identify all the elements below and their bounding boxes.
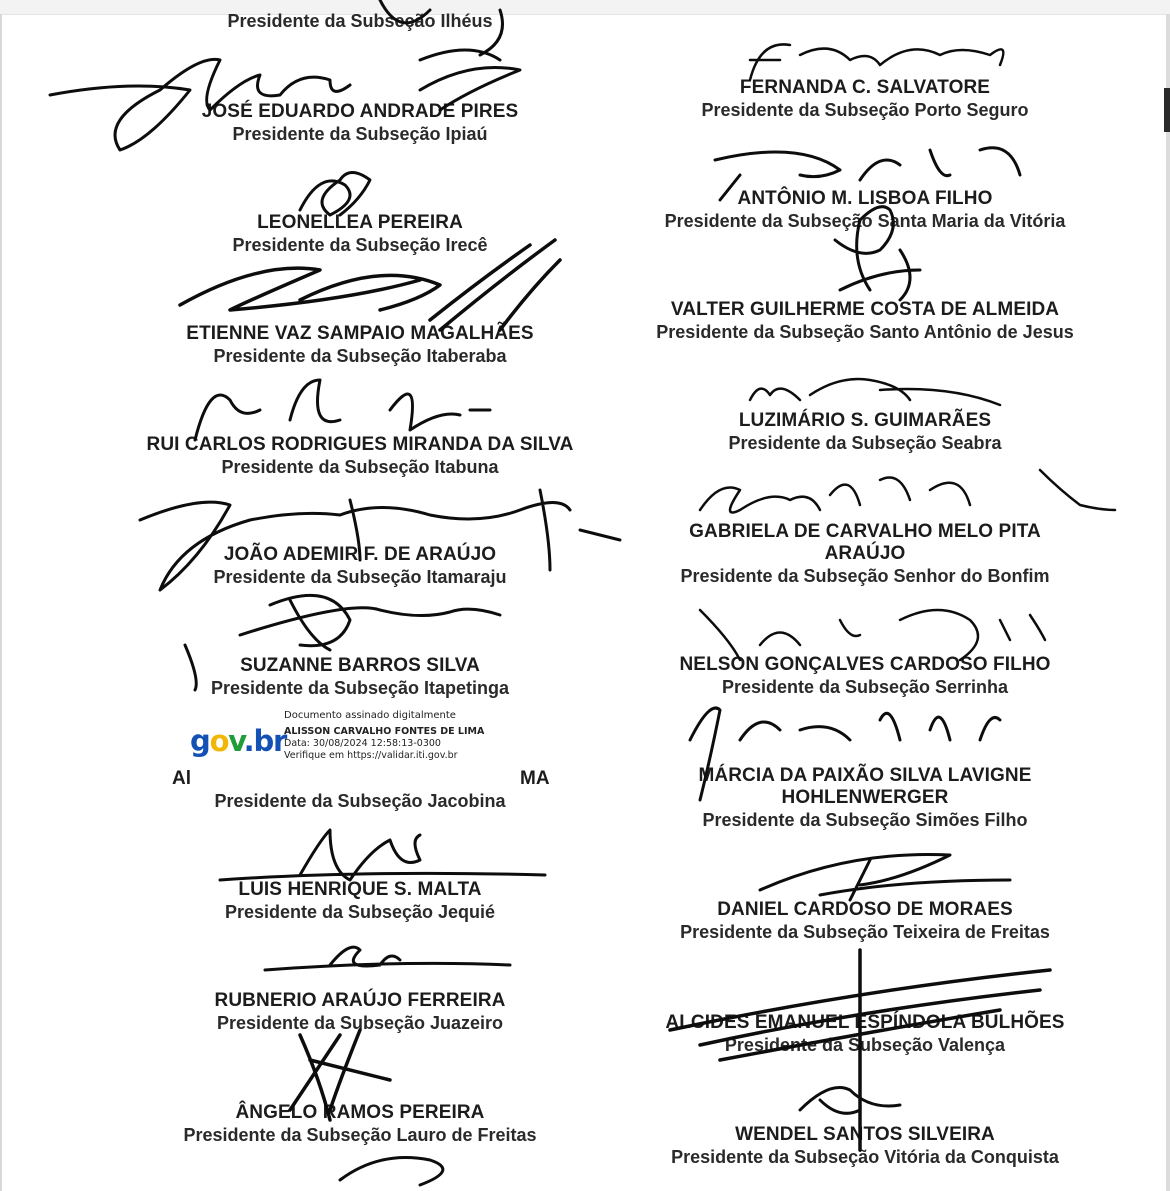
stamp-date: Data: 30/08/2024 12:58:13-0300 bbox=[284, 738, 441, 749]
signatory-name: FERNANDA C. SALVATORE bbox=[739, 77, 991, 98]
stamp-header: Documento assinado digitalmente bbox=[284, 710, 456, 721]
signatory-name: SUZANNE BARROS SILVA bbox=[240, 655, 480, 676]
stamp-verify-link[interactable]: Verifique em https://validar.iti.gov.br bbox=[284, 750, 458, 761]
signatory-name: JOÃO ADEMIR F. DE ARAÚJO bbox=[223, 544, 497, 565]
signatory-ilheus bbox=[80, 10, 640, 32]
signatory-teixeira-de-freitas bbox=[585, 899, 1145, 943]
signatory-role: Presidente da Subseção Itaberaba bbox=[213, 346, 507, 366]
signatory-role: Presidente da Subseção Irecê bbox=[232, 235, 488, 255]
signatory-porto-seguro bbox=[585, 77, 1145, 121]
signatory-role: Presidente da Subseção Seabra bbox=[728, 433, 1002, 453]
signatory-jequie bbox=[80, 879, 640, 923]
signatory-name-line2: HOHLENWERGER bbox=[781, 787, 949, 808]
signatory-name: MÁRCIA DA PAIXÃO SILVA LAVIGNE bbox=[698, 765, 1032, 786]
govbr-signature-stamp bbox=[190, 708, 490, 776]
signatory-name-line2: ARAÚJO bbox=[824, 543, 906, 564]
page-right-edge bbox=[1166, 14, 1170, 1191]
signatory-serrinha bbox=[585, 654, 1145, 698]
stamp-signer: ALISSON CARVALHO FONTES DE LIMA bbox=[284, 726, 485, 737]
signatory-itabuna bbox=[80, 434, 640, 478]
signatory-role: Presidente da Subseção Ipiaú bbox=[232, 124, 488, 144]
signatory-name: ANTÔNIO M. LISBOA FILHO bbox=[737, 188, 993, 209]
signatory-role: Presidente da Subseção Vitória da Conquista bbox=[671, 1147, 1059, 1167]
signatory-role: Presidente da Subseção Porto Seguro bbox=[701, 100, 1029, 120]
signatory-role: Presidente da Subseção Santa Maria da Vitória bbox=[664, 211, 1066, 231]
signatory-simoes-filho bbox=[585, 765, 1145, 831]
signatory-name: ÂNGELO RAMOS PEREIRA bbox=[235, 1102, 485, 1123]
signatory-role: Presidente da Subseção Ilhéus bbox=[227, 11, 493, 31]
signatory-itamaraju bbox=[80, 544, 640, 588]
signatory-santo-antonio bbox=[585, 299, 1145, 343]
signatory-role: Presidente da Subseção Teixeira de Freitas bbox=[680, 922, 1050, 942]
signatory-seabra bbox=[585, 410, 1145, 454]
signatory-itapetinga bbox=[80, 655, 640, 699]
signatory-lauro-de-freitas bbox=[80, 1102, 640, 1146]
signatory-name: RUI CARLOS RODRIGUES MIRANDA DA SILVA bbox=[146, 434, 574, 455]
signatory-role: Presidente da Subseção Itapetinga bbox=[210, 678, 510, 698]
page-left-edge bbox=[0, 14, 2, 1191]
signatory-role: Presidente da Subseção Juazeiro bbox=[216, 1013, 504, 1033]
signatory-ipiau bbox=[80, 101, 640, 145]
stamp-details bbox=[284, 726, 484, 762]
signatory-senhor-do-bonfim bbox=[585, 521, 1145, 587]
jacobina-name-fragment-right: MA bbox=[520, 768, 550, 789]
signatory-santa-maria bbox=[585, 188, 1145, 232]
signatory-valenca bbox=[585, 1012, 1145, 1056]
signatory-name: RUBNERIO ARAÚJO FERREIRA bbox=[214, 990, 506, 1011]
signatory-name: LUIS HENRIQUE S. MALTA bbox=[238, 879, 482, 900]
signatory-role: Presidente da Subseção Jequié bbox=[224, 902, 496, 922]
signatory-vitoria-da-conquista bbox=[585, 1124, 1145, 1168]
signatory-name: DANIEL CARDOSO DE MORAES bbox=[717, 899, 1013, 920]
signatory-role: Presidente da Subseção Senhor do Bonfim bbox=[680, 566, 1050, 586]
signatory-role: Presidente da Subseção Itabuna bbox=[221, 457, 499, 477]
govbr-logo: gov.br bbox=[190, 724, 287, 758]
signatory-role: Presidente da Subseção Serrinha bbox=[721, 677, 1009, 697]
signatory-name: GABRIELA DE CARVALHO MELO PITA bbox=[689, 521, 1041, 542]
signatory-name: WENDEL SANTOS SILVEIRA bbox=[735, 1124, 995, 1145]
signatory-jacobina bbox=[80, 790, 640, 812]
signatory-role: Presidente da Subseção Lauro de Freitas bbox=[183, 1125, 537, 1145]
signatory-name: LUZIMÁRIO S. GUIMARÃES bbox=[738, 410, 992, 431]
signatory-name: ETIENNE VAZ SAMPAIO MAGALHÃES bbox=[186, 323, 534, 344]
jacobina-name-fragment-left: Al bbox=[172, 768, 191, 789]
signatory-role: Presidente da Subseção Itamaraju bbox=[213, 567, 507, 587]
signatory-role: Presidente da Subseção Santo Antônio de Jesus bbox=[656, 322, 1074, 342]
scroll-handle[interactable] bbox=[1164, 88, 1170, 132]
signatory-role: Presidente da Subseção Simões Filho bbox=[702, 810, 1028, 830]
signatory-name: VALTER GUILHERME COSTA DE ALMEIDA bbox=[670, 299, 1060, 320]
signatory-role: Presidente da Subseção Valença bbox=[724, 1035, 1006, 1055]
signatory-juazeiro bbox=[80, 990, 640, 1034]
signatory-itaberaba bbox=[80, 323, 640, 367]
signatory-name: LEONELLEA PEREIRA bbox=[257, 212, 463, 233]
signatory-irece bbox=[80, 212, 640, 256]
signatory-name: JOSÉ EDUARDO ANDRADE PIRES bbox=[201, 101, 519, 122]
signatory-role: Presidente da Subseção Jacobina bbox=[214, 791, 506, 811]
signatory-name: ALCIDES EMANUEL ESPÍNDOLA BULHÕES bbox=[665, 1012, 1065, 1033]
signatory-name: NELSON GONÇALVES CARDOSO FILHO bbox=[679, 654, 1051, 675]
